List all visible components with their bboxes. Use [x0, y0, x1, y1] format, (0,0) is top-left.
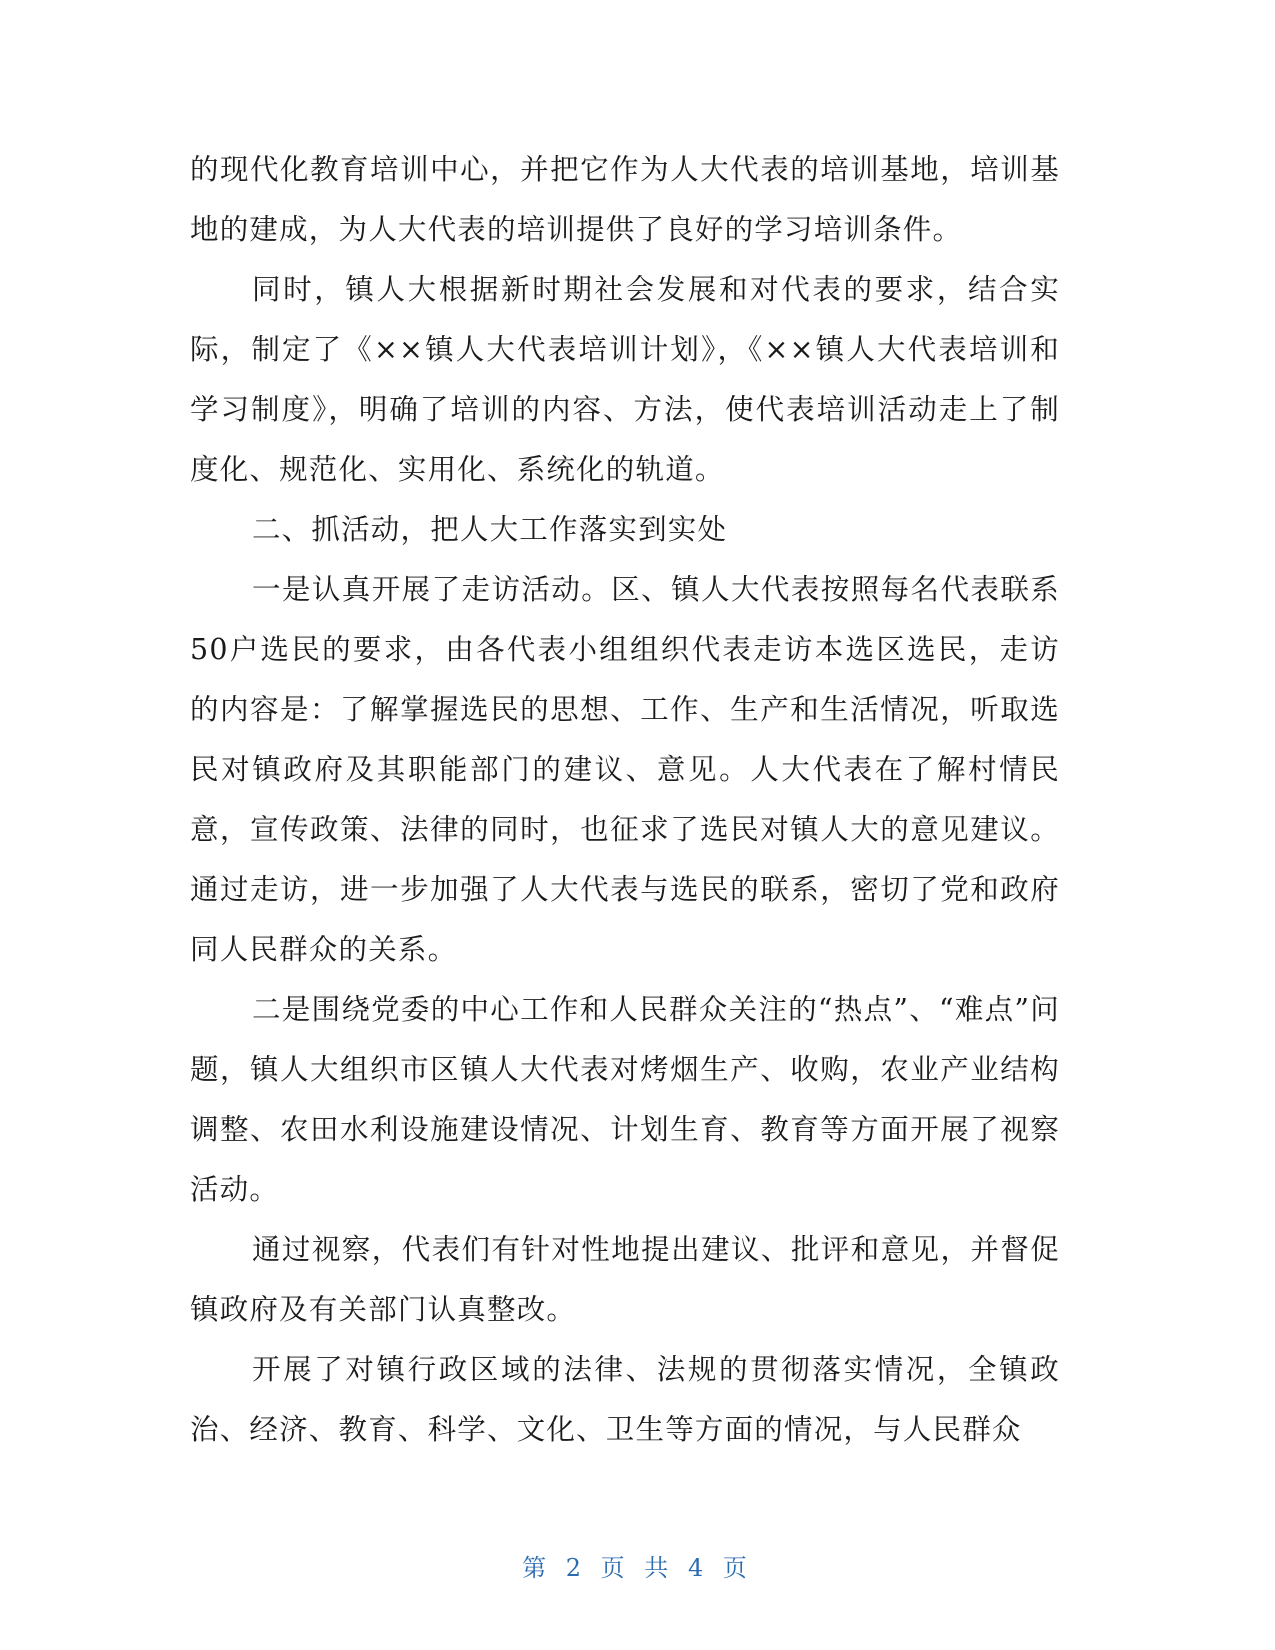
paragraph-inspection: 二是围绕党委的中心工作和人民群众关注的“热点”、“难点”问题，镇人大组织市区镇人大代表对烤烟生产、收购，农业产业结构调整、农田水利设施建设情况、计划生育、教育等方面开展了视察活动。: [190, 993, 1060, 1206]
paragraph-visits: 一是认真开展了走访活动。区、镇人大代表按照每名代表联系50户选民的要求，由各代表小组组织代表走访本选区选民，走访的内容是：了解掌握选民的思想、工作、生产和生活情况，听取选民对镇政府及其职能部门的建议、意见。人大代表在了解村情民意，宣传政策、法律的同时，也征求了选民对镇人大的意见建议。通过走访，进一步加强了人大代表与选民的联系，密切了党和政府同人民群众的关系。: [190, 573, 1060, 966]
page-number-footer: 第 2 页 共 4 页: [522, 1554, 753, 1582]
section-heading: 二、抓活动，把人大工作落实到实处: [252, 513, 728, 546]
paragraph-law-enforcement: 开展了对镇行政区域的法律、法规的贯彻落实情况，全镇政治、经济、教育、科学、文化、卫生等方面的情况，与人民群众: [190, 1353, 1060, 1446]
document-body: [190, 140, 1060, 1460]
paragraph-continuation: 的现代化教育培训中心，并把它作为人大代表的培训基地，培训基地的建成，为人大代表的培训提供了良好的学习培训条件。: [190, 153, 1060, 246]
paragraph-training-plan: 同时，镇人大根据新时期社会发展和对代表的要求，结合实际，制定了《××镇人大代表培训计划》，《××镇人大代表培训和学习制度》，明确了培训的内容、方法，使代表培训活动走上了制度化、规范化、实用化、系统化的轨道。: [190, 273, 1060, 486]
paragraph-rectification: 通过视察，代表们有针对性地提出建议、批评和意见，并督促镇政府及有关部门认真整改。: [190, 1233, 1060, 1326]
